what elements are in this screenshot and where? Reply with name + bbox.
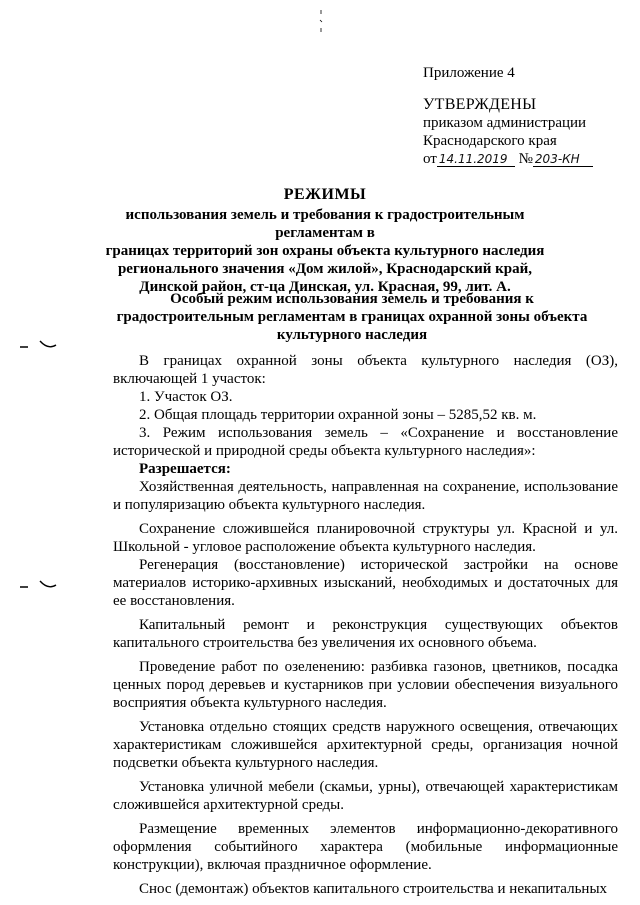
punch-mark-left-upper — [18, 338, 58, 352]
allowed-item: Снос (демонтаж) объектов капитального строительства и некапитальных — [139, 881, 608, 897]
handwritten-number: 203-КН — [533, 152, 593, 167]
date-number-line — [423, 150, 623, 168]
number-prefix: № — [518, 151, 533, 167]
subtitle-line: Особый режим использования земель и требования к — [170, 291, 534, 307]
document-title — [90, 186, 560, 296]
punch-mark-left-lower — [18, 578, 58, 592]
approved-heading: УТВЕРЖДЕНЫ — [423, 96, 537, 113]
allowed-item: Регенерация (восстановление) исторической застройки на основе материалов историко-архивных изысканий, необходимых и достаточных для ее восстановления. — [113, 557, 618, 609]
allowed-item: Сохранение сложившейся планировочной структуры ул. Красной и ул. Школьной - угловое расположение объекта культурного наследия. — [113, 521, 618, 555]
paragraph-plot: 1. Участок ОЗ. — [139, 389, 233, 405]
paragraph-area: 2. Общая площадь территории охранной зоны – 5285,52 кв. м. — [139, 407, 537, 423]
approval-block — [423, 64, 623, 168]
section-subtitle — [112, 290, 592, 344]
date-prefix: от — [423, 151, 437, 167]
title-main: РЕЖИМЫ — [283, 186, 367, 203]
handwritten-date: 14.11.2019 — [437, 152, 515, 167]
annex-label: Приложение 4 — [423, 65, 515, 81]
title-line: Динской район, ст-ца Динская, ул. Красная, 99, лит. А. — [139, 279, 511, 295]
order-line-2: Краснодарского края — [423, 133, 557, 149]
allowed-item: Проведение работ по озеленению: разбивка газонов, цветников, посадка ценных пород деревьев и кустарников при условии обеспечения визуального восприятия объекта культурного наследия. — [113, 659, 618, 711]
punch-mark-top — [316, 8, 326, 38]
title-line: границах территорий зон охраны объекта культурного наследия — [105, 243, 545, 259]
allowed-item: Хозяйственная деятельность, направленная на сохранение, использование и популяризацию объекта культурного наследия. — [113, 479, 618, 513]
allowed-item: Установка отдельно стоящих средств наружного освещения, отвечающих характеристикам сложившейся архитектурной среды, организация ночной подсветки объекта культурного наследия. — [113, 719, 618, 771]
paragraph-regime: 3. Режим использования земель – «Сохранение и восстановление исторической и природной среды объекта культурного наследия»: — [113, 425, 618, 459]
paragraph-intro: В границах охранной зоны объекта культурного наследия (ОЗ), включающей 1 участок: — [113, 353, 618, 387]
order-line-1: приказом администрации — [423, 115, 587, 131]
title-line: использования земель и требования к градостроительным регламентам в — [125, 207, 525, 241]
allowed-item: Установка уличной мебели (скамьи, урны), отвечающей характеристикам сложившейся архитектурной среды. — [113, 779, 618, 813]
subtitle-line: градостроительным регламентам в границах охранной зоны объекта — [116, 309, 588, 325]
subtitle-line: культурного наследия — [276, 327, 428, 343]
document-body — [113, 352, 618, 898]
allowed-item: Капитальный ремонт и реконструкция существующих объектов капитального строительства без увеличения их основного объема. — [113, 617, 618, 651]
allowed-item: Размещение временных элементов информационно-декоративного оформления событийного характера (мобильные информационные конструкции), включая праздничное оформление. — [113, 821, 618, 873]
title-line: регионального значения «Дом жилой», Краснодарский край, — [117, 261, 533, 277]
allowed-heading: Разрешается: — [139, 461, 231, 477]
